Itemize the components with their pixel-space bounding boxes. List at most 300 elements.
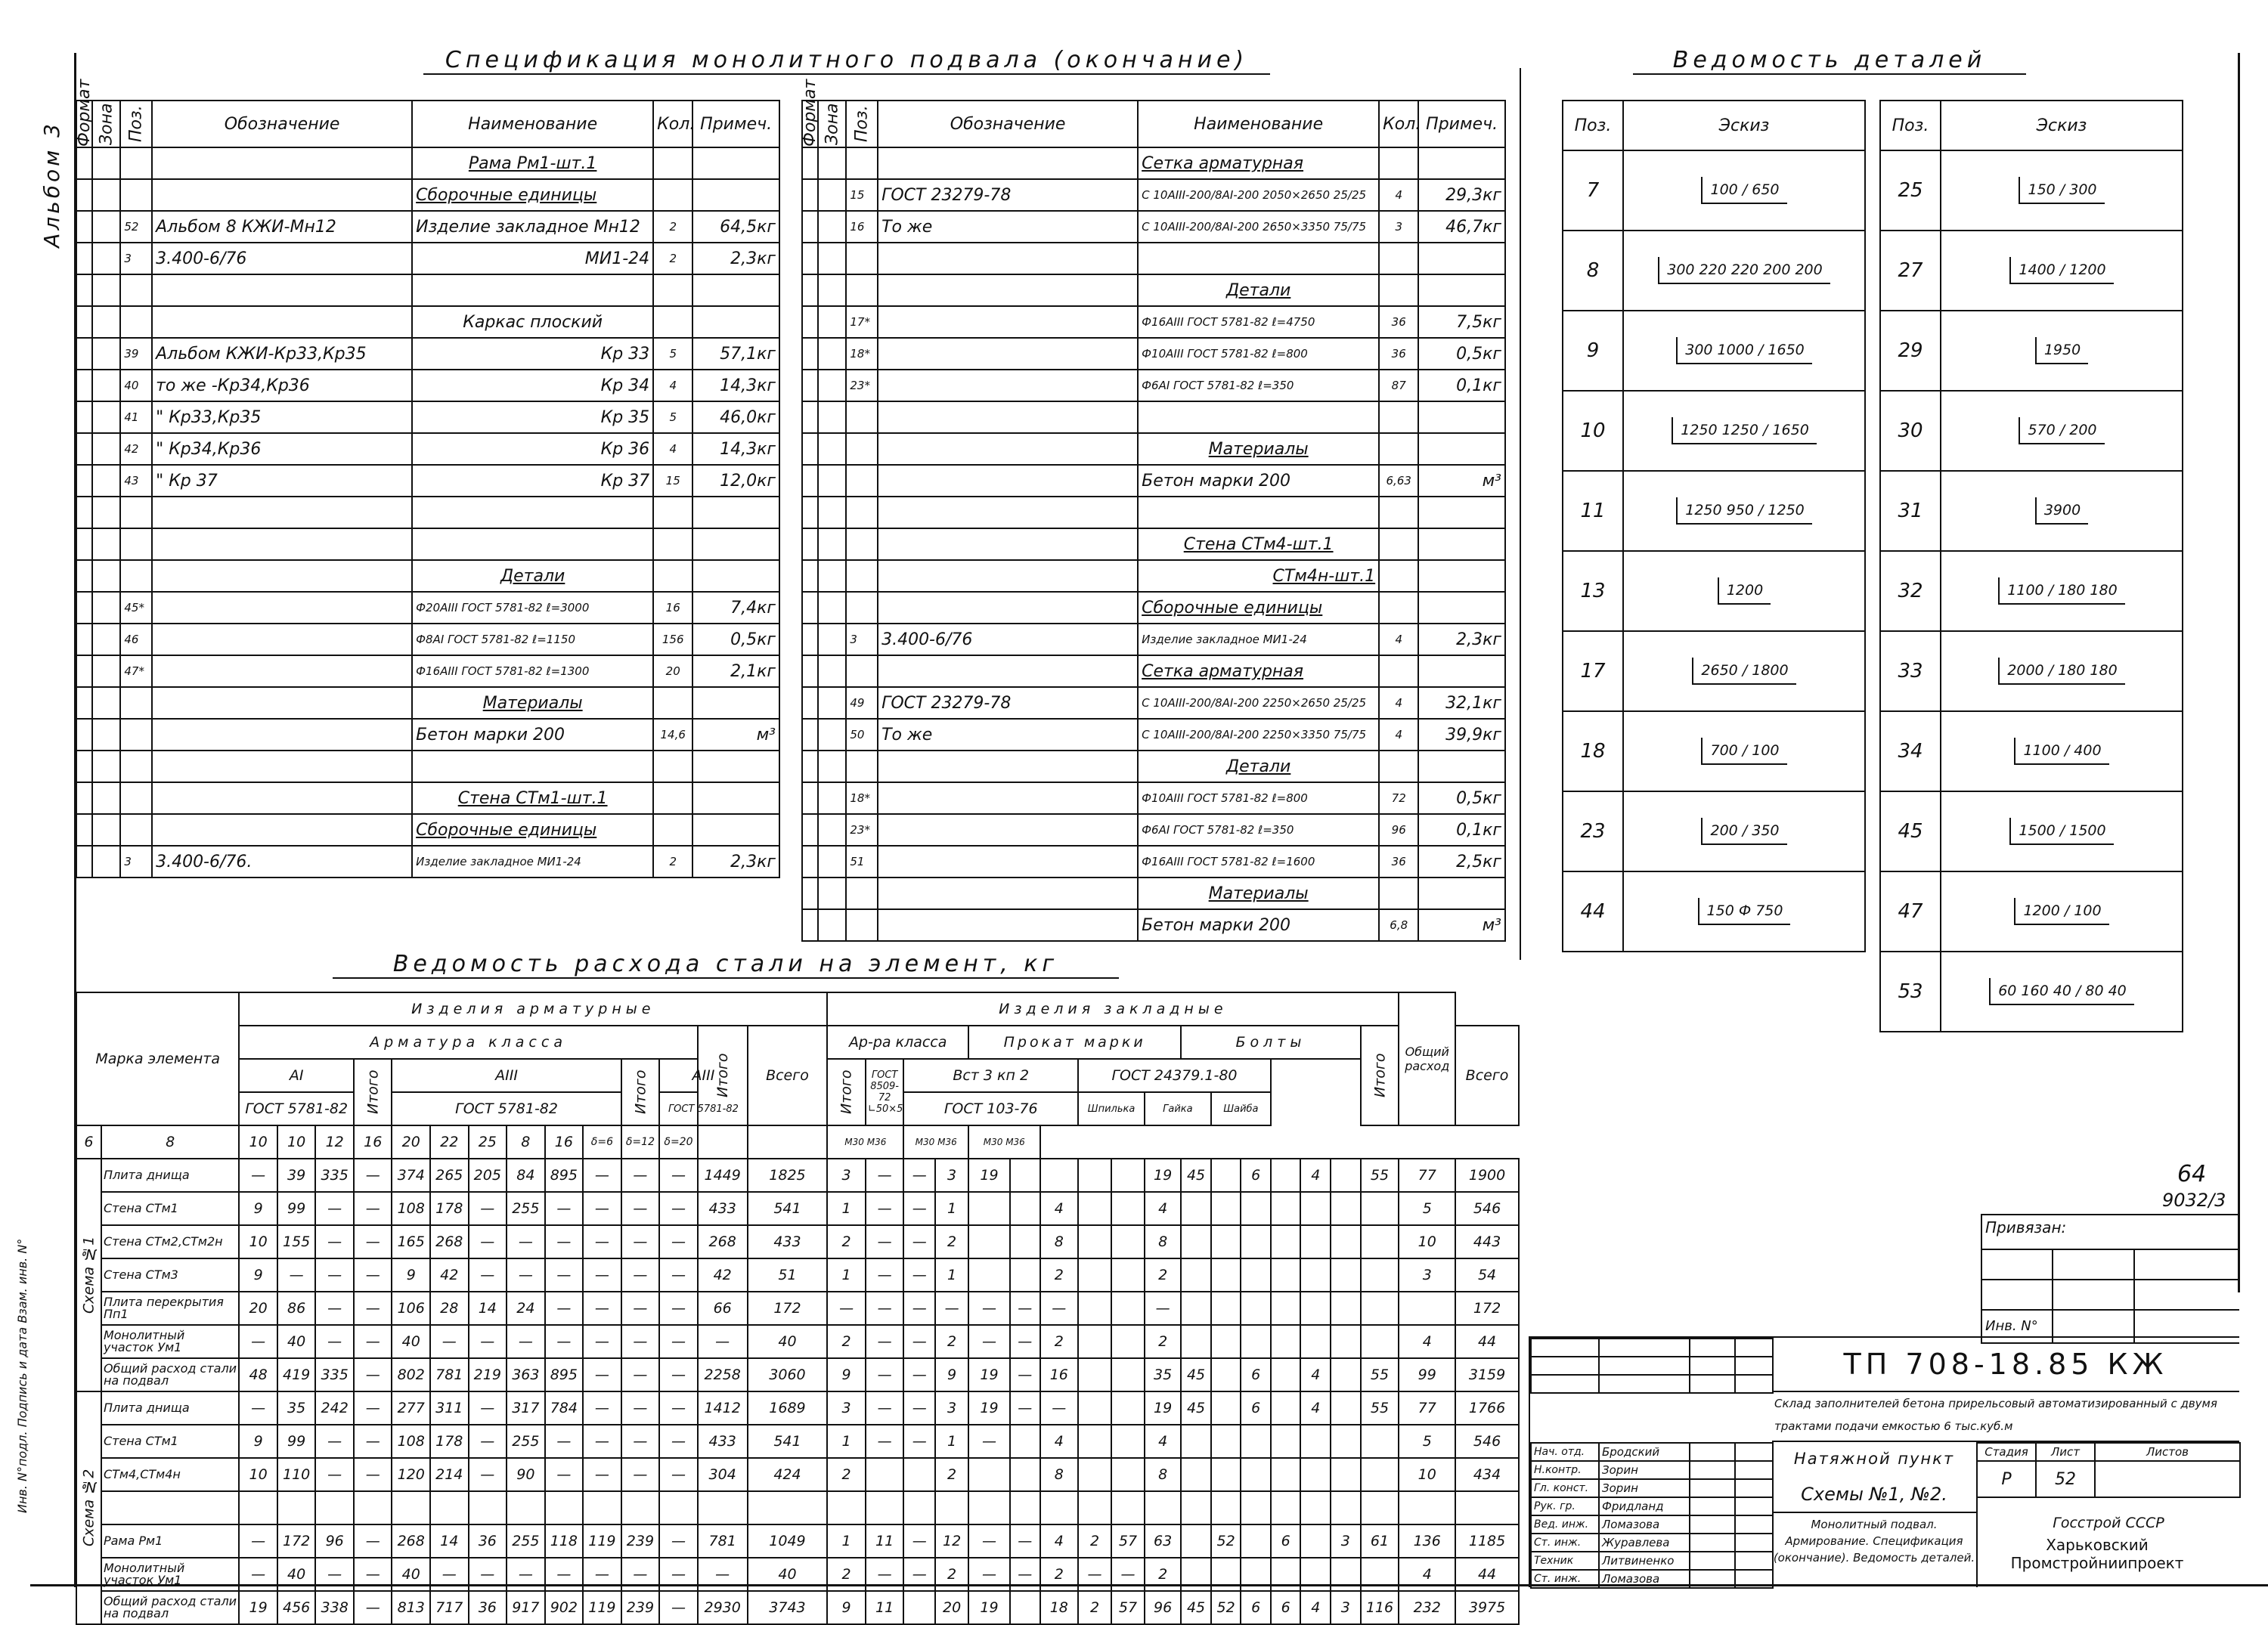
steel-cell bbox=[1181, 1325, 1211, 1358]
staff-name: Ломазова bbox=[1599, 1515, 1690, 1534]
spec-pos: 52 bbox=[120, 211, 152, 243]
spec-designation: То же bbox=[878, 211, 1138, 243]
spec-note: 32,1кг bbox=[1418, 687, 1505, 719]
steel-class-aiii: АIII bbox=[392, 1059, 621, 1092]
steel-row bbox=[76, 1325, 1519, 1358]
steel-cell bbox=[430, 1491, 469, 1524]
sketch-dims: 1100 / 180 180 bbox=[1998, 577, 2124, 605]
spec-pos: 3 bbox=[120, 846, 152, 878]
spec-pos: 43 bbox=[120, 465, 152, 497]
dia-aiii: 25 bbox=[469, 1125, 507, 1159]
spec-row bbox=[76, 465, 779, 497]
steel-cell: — bbox=[469, 1425, 507, 1458]
steel-cell bbox=[1111, 1225, 1145, 1258]
spec-pos bbox=[120, 560, 152, 592]
spec-designation bbox=[152, 719, 412, 751]
steel-row bbox=[76, 1458, 1519, 1491]
spec-name: Материалы bbox=[1138, 433, 1379, 465]
steel-cell: 3 bbox=[1399, 1258, 1455, 1292]
steel-cell: — bbox=[903, 1325, 935, 1358]
steel-cell: 2 bbox=[1040, 1325, 1079, 1358]
spec-note: 0,5кг bbox=[1418, 338, 1505, 370]
spec-pos bbox=[846, 401, 878, 433]
steel-cell bbox=[1399, 1491, 1455, 1524]
steel-cell: 917 bbox=[507, 1591, 545, 1624]
spec-qty bbox=[653, 814, 692, 846]
steel-cell: — bbox=[698, 1558, 748, 1591]
spec-row bbox=[76, 655, 779, 687]
steel-cell: — bbox=[968, 1325, 1010, 1358]
steel-col-itogo-e: Итого bbox=[1361, 1026, 1399, 1125]
spec-designation bbox=[152, 179, 412, 211]
staff-role: Ст. инж. bbox=[1531, 1570, 1599, 1588]
spec-name: Детали bbox=[412, 560, 653, 592]
steel-row bbox=[76, 1258, 1519, 1292]
spec-row bbox=[802, 782, 1505, 814]
spec-qty: 36 bbox=[1379, 306, 1418, 338]
steel-armature-products: Изделия арматурные bbox=[239, 992, 827, 1026]
steel-cell: — bbox=[1010, 1358, 1040, 1391]
steel-cell: — bbox=[583, 1391, 621, 1425]
steel-cell bbox=[1271, 1491, 1301, 1524]
staff-signature bbox=[1690, 1534, 1735, 1552]
steel-cell: — bbox=[621, 1558, 660, 1591]
steel-row bbox=[76, 1425, 1519, 1458]
unit-name: Натяжной пункт bbox=[1793, 1450, 1955, 1468]
steel-cell: — bbox=[621, 1192, 660, 1225]
steel-element-name: Монолитный участок Ум1 bbox=[101, 1325, 239, 1358]
spec-note bbox=[1418, 147, 1505, 179]
bolt-stud_sz: М30 М36 bbox=[827, 1125, 903, 1159]
steel-cell bbox=[1300, 1458, 1331, 1491]
steel-cell: 2 bbox=[827, 1458, 866, 1491]
steel-cell bbox=[1181, 1524, 1211, 1558]
steel-cell: — bbox=[903, 1258, 935, 1292]
staff-table bbox=[1530, 1442, 1774, 1589]
spec-pos bbox=[120, 814, 152, 846]
steel-cell: 45 bbox=[1181, 1358, 1211, 1391]
steel-cell: 40 bbox=[277, 1325, 316, 1358]
spec-qty: 2 bbox=[653, 211, 692, 243]
steel-cell: 3975 bbox=[1455, 1591, 1519, 1624]
sketch-dims: 200 / 350 bbox=[1701, 818, 1786, 845]
steel-cell bbox=[827, 1491, 866, 1524]
steel-cell: — bbox=[903, 1225, 935, 1258]
steel-cell: — bbox=[583, 1358, 621, 1391]
steel-cell: 9 bbox=[392, 1258, 430, 1292]
steel-cell: 239 bbox=[621, 1524, 660, 1558]
spec-name: Ф16АIII ГОСТ 5781-82 ℓ=1300 bbox=[412, 655, 653, 687]
steel-cell: — bbox=[968, 1558, 1010, 1591]
steel-cell bbox=[1241, 1458, 1271, 1491]
sketch-dims: 1200 bbox=[1718, 577, 1771, 605]
spec-note bbox=[692, 179, 779, 211]
steel-cell: — bbox=[545, 1225, 584, 1258]
spec-note bbox=[1418, 433, 1505, 465]
steel-cell: — bbox=[469, 1325, 507, 1358]
spec-row bbox=[76, 592, 779, 624]
steel-cell: — bbox=[583, 1325, 621, 1358]
steel-cell: 42 bbox=[698, 1258, 748, 1292]
spec-designation: " Кр33,Кр35 bbox=[152, 401, 412, 433]
sketch-dims: 300 1000 / 1650 bbox=[1676, 337, 1812, 364]
steel-cell: — bbox=[354, 1192, 392, 1225]
staff-name: Фридланд bbox=[1599, 1497, 1690, 1515]
spec-name: Ф16АIII ГОСТ 5781-82 ℓ=1600 bbox=[1138, 846, 1379, 878]
steel-gost-e: ГОСТ 5781-82 bbox=[659, 1092, 747, 1125]
staff-name: Журавлева bbox=[1599, 1534, 1690, 1552]
steel-cell: 14 bbox=[469, 1292, 507, 1325]
steel-cell bbox=[1271, 1425, 1301, 1458]
sketch-dims: 300 220 220 200 200 bbox=[1658, 257, 1830, 284]
spec-row bbox=[76, 624, 779, 655]
steel-cell: — bbox=[354, 1358, 392, 1391]
steel-cell: — bbox=[469, 1558, 507, 1591]
steel-cell bbox=[1331, 1258, 1361, 1292]
steel-cell: — bbox=[659, 1558, 698, 1591]
ledger-pos: 31 bbox=[1880, 471, 1941, 551]
plate-d6: δ=6 bbox=[583, 1125, 621, 1159]
steel-cell: — bbox=[866, 1258, 904, 1292]
sketch-dims: 1950 bbox=[2035, 337, 2088, 364]
steel-cell bbox=[507, 1491, 545, 1524]
spec-title: Спецификация монолитного подвала (окончание) bbox=[423, 47, 1270, 75]
ledger-pos: 33 bbox=[1880, 631, 1941, 711]
spec-designation: То же bbox=[878, 719, 1138, 751]
spec-qty bbox=[1379, 274, 1418, 306]
spec-row bbox=[802, 147, 1505, 179]
staff-row bbox=[1531, 1479, 1773, 1497]
steel-cell: — bbox=[1010, 1391, 1040, 1425]
steel-cell: 10 bbox=[239, 1225, 277, 1258]
spec-qty: 4 bbox=[1379, 687, 1418, 719]
steel-cell: 9 bbox=[239, 1258, 277, 1292]
spec-row bbox=[802, 243, 1505, 274]
steel-cell: — bbox=[866, 1292, 904, 1325]
steel-rolled: Прокат марки bbox=[968, 1026, 1181, 1059]
steel-cell: 1 bbox=[935, 1258, 968, 1292]
steel-cell: — bbox=[545, 1558, 584, 1591]
sketch-dims: 150 Ф 750 bbox=[1698, 898, 1791, 925]
steel-cell: 63 bbox=[1145, 1524, 1181, 1558]
steel-cell: — bbox=[621, 1425, 660, 1458]
steel-cell: 1825 bbox=[748, 1159, 828, 1192]
spec-designation bbox=[152, 751, 412, 782]
ledger-sketch bbox=[1623, 631, 1865, 711]
spec-note: 46,0кг bbox=[692, 401, 779, 433]
steel-cell: 335 bbox=[315, 1159, 354, 1192]
spec-designation bbox=[878, 751, 1138, 782]
steel-cell: 57 bbox=[1111, 1524, 1145, 1558]
steel-cell: — bbox=[583, 1458, 621, 1491]
stage-value: Р bbox=[1977, 1461, 2036, 1497]
steel-cell bbox=[1181, 1491, 1211, 1524]
steel-cell: 4 bbox=[1300, 1358, 1331, 1391]
steel-cell bbox=[1271, 1258, 1301, 1292]
steel-cell: — bbox=[545, 1325, 584, 1358]
staff-role: Техник bbox=[1531, 1552, 1599, 1570]
steel-cell bbox=[1111, 1358, 1145, 1391]
spec-qty: 16 bbox=[653, 592, 692, 624]
steel-cell: 335 bbox=[315, 1358, 354, 1391]
org-name-2: Харьковский Промстройниипроект bbox=[2010, 1536, 2184, 1572]
inv-label: Инв. N° bbox=[1985, 1318, 2038, 1334]
spec-qty bbox=[1379, 592, 1418, 624]
steel-cell: — bbox=[659, 1159, 698, 1192]
steel-cell: 4 bbox=[1040, 1524, 1079, 1558]
steel-cell: 35 bbox=[1145, 1358, 1181, 1391]
ledger-sketch bbox=[1623, 711, 1865, 791]
ledger-row bbox=[1563, 551, 1865, 631]
steel-cell: 8 bbox=[1145, 1225, 1181, 1258]
steel-cell: 232 bbox=[1399, 1591, 1455, 1624]
spec-note: 7,5кг bbox=[1418, 306, 1505, 338]
steel-embedded-products: Изделия закладные bbox=[827, 992, 1399, 1026]
steel-cell bbox=[1361, 1558, 1399, 1591]
steel-cell bbox=[1040, 1159, 1079, 1192]
steel-cell: 12 bbox=[935, 1524, 968, 1558]
spec-qty bbox=[1379, 751, 1418, 782]
steel-cell bbox=[1111, 1458, 1145, 1491]
spec-note: 64,5кг bbox=[692, 211, 779, 243]
ledger-row bbox=[1563, 311, 1865, 391]
steel-cell: 434 bbox=[1455, 1458, 1519, 1491]
spec-designation: Альбом 8 КЖИ-Мн12 bbox=[152, 211, 412, 243]
spec-name: Рама Рм1-шт.1 bbox=[412, 147, 653, 179]
spec-row bbox=[76, 179, 779, 211]
steel-cell: 242 bbox=[315, 1391, 354, 1425]
steel-cell: 2 bbox=[1040, 1258, 1079, 1292]
steel-col-total-a: Всего bbox=[748, 1026, 828, 1125]
spec-designation bbox=[878, 147, 1138, 179]
steel-cell bbox=[1271, 1292, 1301, 1325]
sketch-dims: 1200 / 100 bbox=[2014, 898, 2108, 925]
steel-cell bbox=[1181, 1192, 1211, 1225]
spec-qty: 2 bbox=[653, 243, 692, 274]
steel-cell bbox=[545, 1491, 584, 1524]
spec-qty bbox=[1379, 147, 1418, 179]
spec-row bbox=[76, 274, 779, 306]
spec-note: 0,5кг bbox=[692, 624, 779, 655]
spec-row bbox=[76, 782, 779, 814]
spec-pos bbox=[846, 878, 878, 909]
spec-name: С 10АIII-200/8АI-200 2050×2650 25/25 bbox=[1138, 179, 1379, 211]
steel-cell bbox=[1211, 1325, 1241, 1358]
steel-cell: — bbox=[621, 1258, 660, 1292]
steel-cell: 136 bbox=[1399, 1524, 1455, 1558]
spec-designation bbox=[152, 306, 412, 338]
steel-cell bbox=[659, 1491, 698, 1524]
spec-pos bbox=[846, 274, 878, 306]
spec-pos: 18* bbox=[846, 782, 878, 814]
spec-name: Ф16АIII ГОСТ 5781-82 ℓ=4750 bbox=[1138, 306, 1379, 338]
steel-cell: — bbox=[1040, 1292, 1079, 1325]
ledger-row bbox=[1880, 871, 2183, 952]
steel-cell bbox=[935, 1491, 968, 1524]
steel-cell: — bbox=[354, 1159, 392, 1192]
steel-cell: 9 bbox=[239, 1425, 277, 1458]
spec-note bbox=[692, 497, 779, 528]
steel-cell: 14 bbox=[430, 1524, 469, 1558]
steel-cell bbox=[1300, 1192, 1331, 1225]
steel-cell bbox=[392, 1491, 430, 1524]
steel-cell: 268 bbox=[698, 1225, 748, 1258]
steel-cell: 3159 bbox=[1455, 1358, 1519, 1391]
sketch-dims: 1250 950 / 1250 bbox=[1676, 497, 1812, 525]
ledger-pos: 32 bbox=[1880, 551, 1941, 631]
h-stage: Стадия bbox=[1977, 1443, 2036, 1461]
steel-cell: — bbox=[583, 1292, 621, 1325]
spec-table-left bbox=[74, 79, 780, 878]
steel-cell: 24 bbox=[507, 1292, 545, 1325]
spec-pos bbox=[846, 528, 878, 560]
steel-col-itogo-a: Итого bbox=[698, 1026, 748, 1125]
steel-cell: — bbox=[239, 1524, 277, 1558]
spec-designation bbox=[152, 274, 412, 306]
dia-aiii: 20 bbox=[392, 1125, 430, 1159]
steel-cell: 4 bbox=[1145, 1192, 1181, 1225]
spec-note: м³ bbox=[1418, 909, 1505, 941]
spec-row bbox=[76, 687, 779, 719]
spec-qty: 6,8 bbox=[1379, 909, 1418, 941]
ledger-row bbox=[1563, 631, 1865, 711]
steel-cell: 2 bbox=[827, 1325, 866, 1358]
steel-cell: — bbox=[659, 1358, 698, 1391]
steel-cell bbox=[1010, 1458, 1040, 1491]
ledger-col-sketch: Эскиз bbox=[1941, 101, 2183, 150]
spec-name bbox=[412, 497, 653, 528]
spec-row bbox=[802, 401, 1505, 433]
ledger-title: Ведомость деталей bbox=[1633, 47, 2026, 75]
steel-cell bbox=[1271, 1192, 1301, 1225]
steel-cell bbox=[1078, 1425, 1111, 1458]
spec-pos bbox=[846, 592, 878, 624]
steel-cell: 5 bbox=[1399, 1192, 1455, 1225]
steel-cell: 40 bbox=[392, 1325, 430, 1358]
spec-qty bbox=[653, 147, 692, 179]
spec-qty bbox=[653, 528, 692, 560]
steel-cell bbox=[1241, 1425, 1271, 1458]
steel-cell: 39 bbox=[277, 1159, 316, 1192]
steel-cell: 541 bbox=[748, 1425, 828, 1458]
steel-cell bbox=[1078, 1225, 1111, 1258]
steel-cell bbox=[1331, 1458, 1361, 1491]
steel-cell bbox=[1111, 1325, 1145, 1358]
steel-element-name bbox=[101, 1491, 239, 1524]
steel-cell: 3 bbox=[1331, 1591, 1361, 1624]
spec-pos bbox=[120, 179, 152, 211]
spec-qty bbox=[1379, 655, 1418, 687]
steel-cell bbox=[1361, 1192, 1399, 1225]
steel-element-name: Стена СТм2,СТм2н bbox=[101, 1225, 239, 1258]
spec-pos: 23* bbox=[846, 814, 878, 846]
spec-note bbox=[1418, 274, 1505, 306]
steel-cell: — bbox=[621, 1458, 660, 1491]
frame-right-line bbox=[2238, 53, 2240, 1292]
frame-mid-line bbox=[1520, 68, 1521, 960]
steel-cell: 255 bbox=[507, 1425, 545, 1458]
steel-cell bbox=[469, 1491, 507, 1524]
steel-cell: — bbox=[354, 1458, 392, 1491]
steel-cell: 40 bbox=[277, 1558, 316, 1591]
spec-qty: 4 bbox=[653, 433, 692, 465]
spec-name bbox=[412, 274, 653, 306]
ledger-pos: 11 bbox=[1563, 471, 1623, 551]
spec-row bbox=[802, 274, 1505, 306]
steel-cell: 3 bbox=[827, 1391, 866, 1425]
spec-qty: 4 bbox=[653, 370, 692, 401]
spec-name: Кр 37 bbox=[412, 465, 653, 497]
spec-name: Ф6АI ГОСТ 5781-82 ℓ=350 bbox=[1138, 370, 1379, 401]
steel-cell: — bbox=[239, 1558, 277, 1591]
steel-cell: 3743 bbox=[748, 1591, 828, 1624]
steel-element-name: Монолитный участок Ум1 bbox=[101, 1558, 239, 1591]
steel-cell: 6 bbox=[1271, 1524, 1301, 1558]
spec-qty bbox=[1379, 433, 1418, 465]
steel-cell: 239 bbox=[621, 1591, 660, 1624]
steel-cell bbox=[1300, 1524, 1331, 1558]
steel-cell bbox=[1010, 1258, 1040, 1292]
steel-cell bbox=[1361, 1491, 1399, 1524]
steel-cell bbox=[1331, 1325, 1361, 1358]
spec-qty bbox=[653, 306, 692, 338]
steel-cell: 317 bbox=[507, 1391, 545, 1425]
spec-note bbox=[1418, 528, 1505, 560]
spec-pos bbox=[120, 306, 152, 338]
org-name-1: Госстрой СССР bbox=[2053, 1515, 2164, 1531]
steel-cell: — bbox=[354, 1292, 392, 1325]
spec-designation bbox=[878, 401, 1138, 433]
steel-cell: 1 bbox=[935, 1192, 968, 1225]
steel-cell bbox=[277, 1491, 316, 1524]
steel-cell bbox=[866, 1458, 904, 1491]
steel-cell: — bbox=[659, 1192, 698, 1225]
steel-cell: 4 bbox=[1300, 1391, 1331, 1425]
staff-role: Н.контр. bbox=[1531, 1461, 1599, 1479]
steel-cell: 214 bbox=[430, 1458, 469, 1491]
steel-cell: 8 bbox=[1040, 1225, 1079, 1258]
stage-table bbox=[1976, 1442, 2241, 1498]
steel-cell: 546 bbox=[1455, 1425, 1519, 1458]
steel-cell: 108 bbox=[392, 1425, 430, 1458]
steel-cell: 108 bbox=[392, 1192, 430, 1225]
steel-element-name: Плита перекрытия Пп1 bbox=[101, 1292, 239, 1325]
steel-cell bbox=[1211, 1491, 1241, 1524]
steel-cell: 86 bbox=[277, 1292, 316, 1325]
steel-cell: 90 bbox=[507, 1458, 545, 1491]
steel-cell bbox=[1181, 1225, 1211, 1258]
sketch-dims: 60 160 40 / 80 40 bbox=[1989, 978, 2134, 1005]
steel-cell: 36 bbox=[469, 1524, 507, 1558]
steel-cell bbox=[1331, 1358, 1361, 1391]
steel-element-name: СТм4,СТм4н bbox=[101, 1458, 239, 1491]
spec-note bbox=[1418, 655, 1505, 687]
steel-cell bbox=[698, 1491, 748, 1524]
spec-note: 0,1кг bbox=[1418, 370, 1505, 401]
col-zone: Зона bbox=[818, 101, 847, 147]
steel-cell bbox=[239, 1491, 277, 1524]
steel-row bbox=[76, 1591, 1519, 1624]
staff-name: Ломазова bbox=[1599, 1570, 1690, 1588]
spec-row bbox=[802, 592, 1505, 624]
spec-qty: 6,63 bbox=[1379, 465, 1418, 497]
spec-note bbox=[692, 687, 779, 719]
steel-cell: 19 bbox=[968, 1159, 1010, 1192]
spec-note: 14,3кг bbox=[692, 433, 779, 465]
steel-gost-ai: ГОСТ 5781-82 bbox=[239, 1092, 354, 1125]
steel-cell: 36 bbox=[469, 1591, 507, 1624]
spec-row bbox=[76, 147, 779, 179]
